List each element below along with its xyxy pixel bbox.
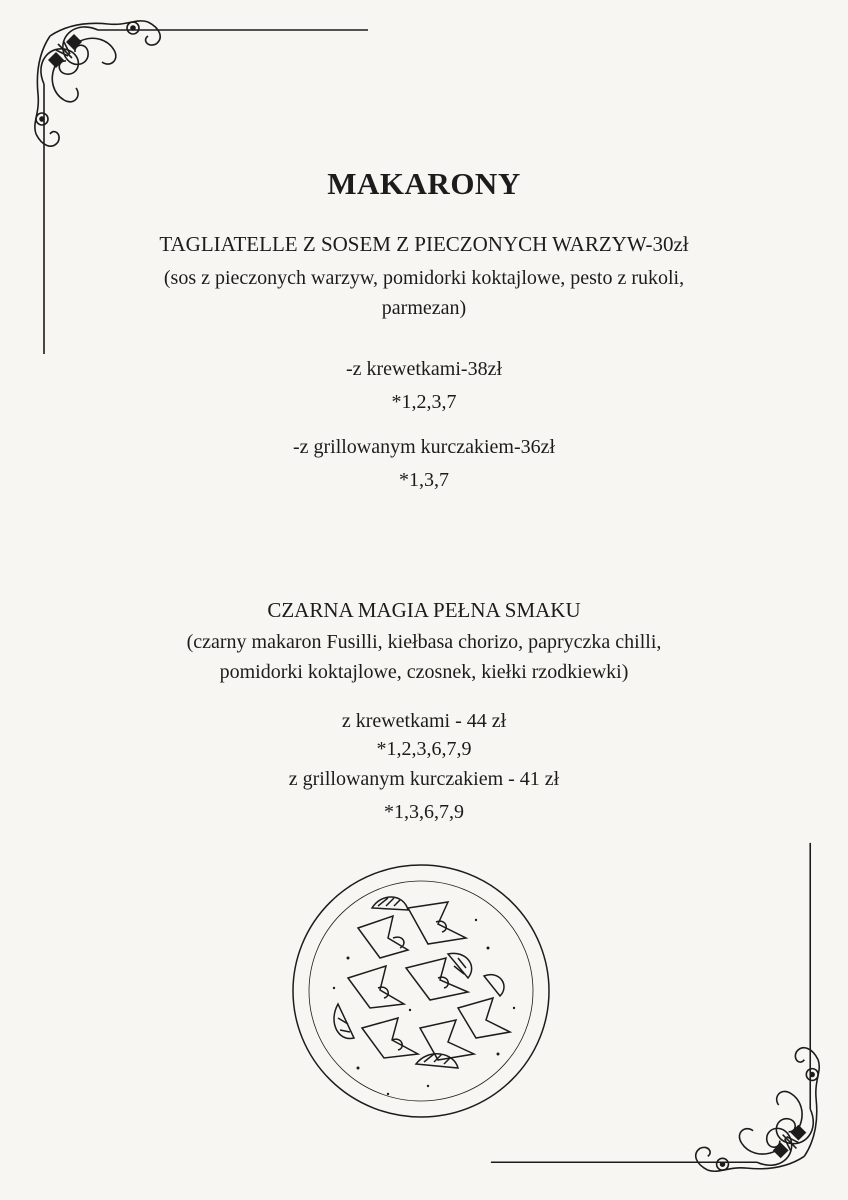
- dish-option-label: -z grillowanym kurczakiem-36zł: [292, 436, 556, 458]
- dish-option-allergens: *1,2,3,7: [391, 391, 457, 413]
- dish-option-allergens: *1,2,3,6,7,9: [376, 738, 472, 760]
- dish-option-label: z grillowanym kurczakiem - 41 zł: [288, 768, 560, 790]
- dish-option-allergens: *1,3,6,7,9: [384, 801, 464, 823]
- dish-description-line: parmezan): [381, 297, 467, 319]
- dish-description-line: (sos z pieczonych warzyw, pomidorki koktajlowe, pesto z rukoli,: [163, 267, 685, 289]
- dish-description-line: pomidorki koktajlowe, czosnek, kiełki rzodkiewki): [219, 661, 629, 683]
- section-title: MAKARONY: [327, 166, 521, 201]
- dish-name: CZARNA MAGIA PEŁNA SMAKU: [267, 598, 581, 622]
- dish-name: TAGLIATELLE Z SOSEM Z PIECZONYCH WARZYW-30zł: [159, 232, 689, 256]
- dish-description-line: (czarny makaron Fusilli, kiełbasa chorizo, papryczka chilli,: [186, 631, 662, 653]
- dish-option-label: -z krewetkami-38zł: [345, 358, 503, 380]
- dish-option-label: z krewetkami - 44 zł: [341, 710, 507, 732]
- dish-option-allergens: *1,3,7: [399, 469, 449, 491]
- pasta-plate-illustration: [288, 858, 554, 1124]
